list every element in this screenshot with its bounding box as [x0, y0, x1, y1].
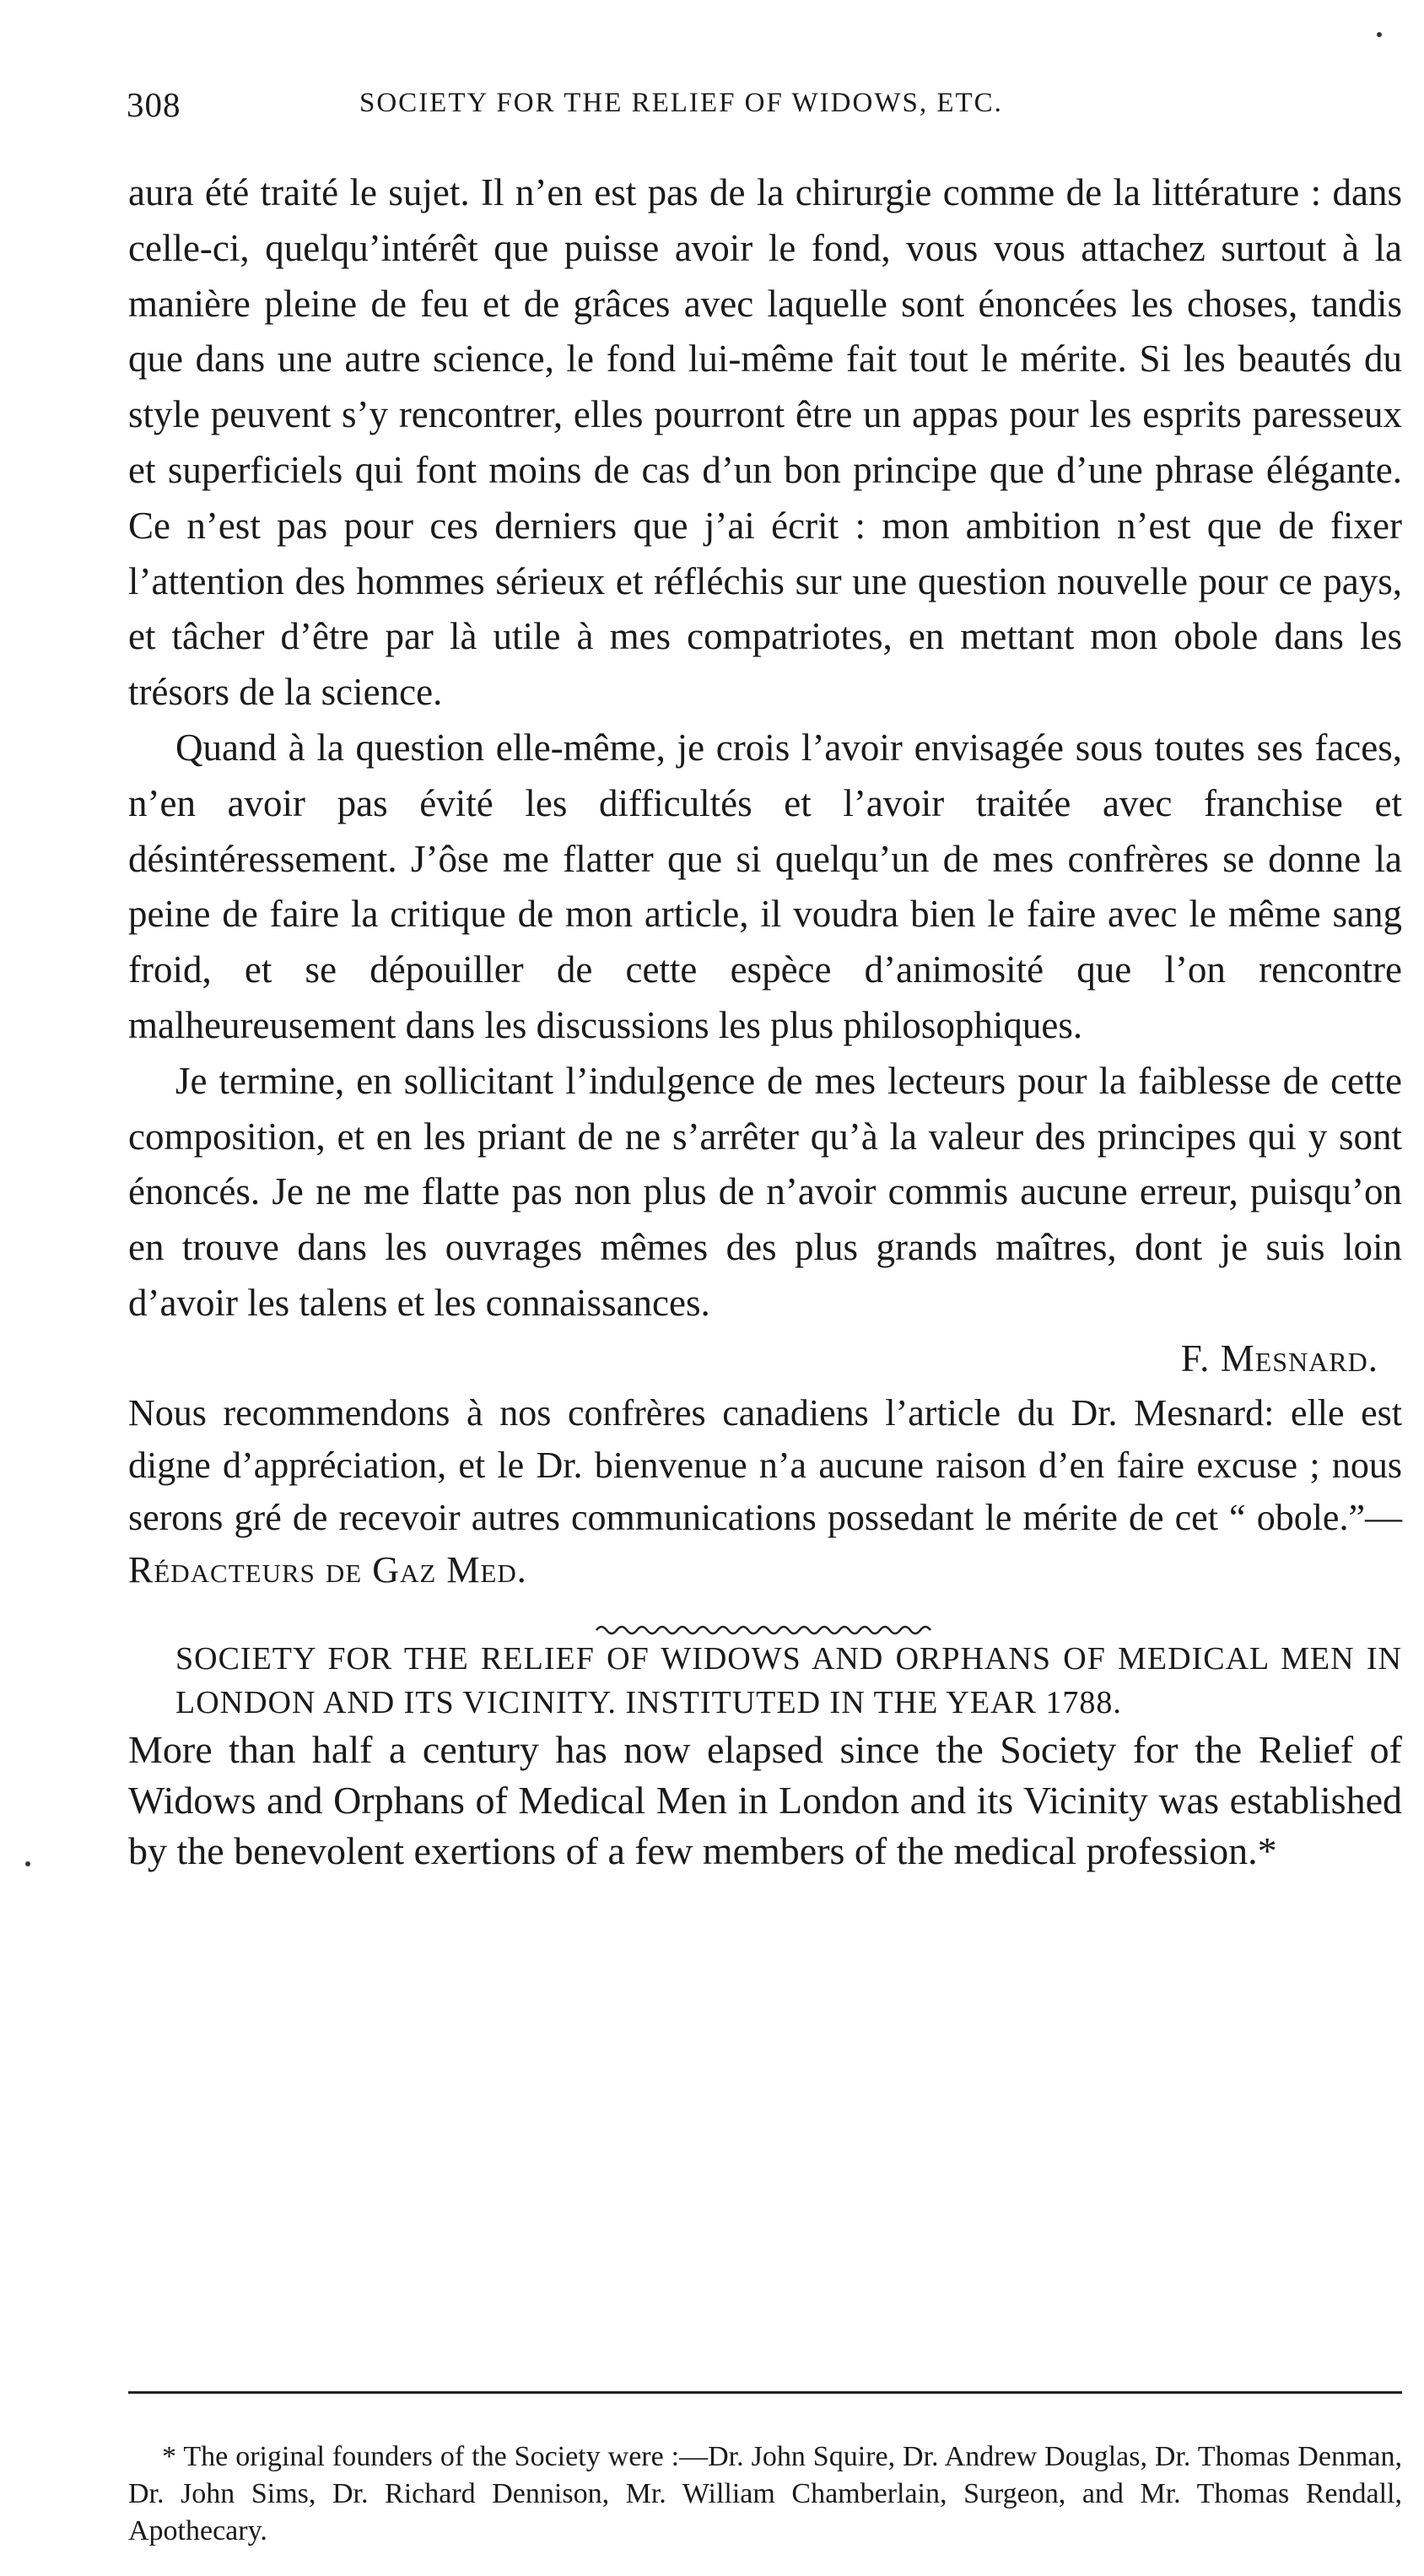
paragraph: Je termine, en sollicitant l’indulgence de mes lecteurs pour la faiblesse de cette composition, et en les priant de ne s’arrêter qu’à la valeur des principes qui y sont énoncés. Je ne me flatte pas non plus de n’avoir commis aucune erreur, puisqu’on en trouve dans les ouvrages mêmes des plus grands maîtres, dont je suis loin d’avoir les talens et les connaissances.: [128, 1059, 1402, 1324]
print-speck: [25, 1861, 30, 1866]
running-title: SOCIETY FOR THE RELIEF OF WIDOWS, ETC.: [359, 88, 1003, 118]
page-body: [128, 165, 1402, 1877]
article-title: SOCIETY FOR THE RELIEF OF WIDOWS AND ORPHANS OF MEDICAL MEN IN LONDON AND ITS VICINITY. INSTITUTED IN THE YEAR 1788.: [175, 1640, 1402, 1720]
section-divider: [128, 1603, 1402, 1628]
footnote: * The original founders of the Society were :—Dr. John Squire, Dr. Andrew Douglas, Dr. Thomas Denman, Dr. John Sims, Dr. Richard Dennison, Mr. William Chamberlain, Surgeon, and Mr. Thomas Rendall, Apothecary.: [128, 2441, 1402, 2546]
page-number: 308: [127, 85, 181, 124]
editors-note: [128, 1387, 1402, 1596]
paragraph-continued: aura été traité le sujet. Il n’en est pas de la chirurgie comme de la littérature : dans celle-ci, quelqu’intérêt que puisse avoir le fond, vous vous attachez surtout à la manière pleine de feu et de grâces avec laquelle sont énoncées les choses, tandis que dans une autre science, le fond lui-même fait tout le mérite. Si les beautés du style peuvent s’y rencontrer, elles pourront être un appas pour les esprits paresseux et superficiels qui font moins de cas d’un bon principe que d’une phrase élégante. Ce n’est pas pour ces derniers que j’ai écrit : mon ambition n’est que de fixer l’attention des hommes sérieux et réfléchis sur une question nouvelle pour ce pays, et tâcher d’être par là utile à mes compatriotes, en mettant mon obole dans les trésors de la science.: [128, 171, 1402, 714]
paragraph: Quand à la question elle-même, je crois l’avoir envisagée sous toutes ses faces, n’en avoir pas évité les difficultés et l’avoir traitée avec franchise et désintéressement. J’ôse me flatter que si quelqu’un de mes confrères se donne la peine de faire la critique de mon article, il voudra bien le faire avec le même sang froid, et se dépouiller de cette espèce d’animosité que l’on rencontre malheureusement dans les discussions les plus philosophiques.: [128, 726, 1402, 1046]
editors-note-text: Nous recommendons à nos confrères canadiens l’article du Dr. Mesnard: elle est digne d’appréciation, et le Dr. bienvenue n’a aucune raison d’en faire excuse ; nous serons gré de recevoir autres communications possedant le mérite de cet “ obole.”—: [128, 1391, 1402, 1538]
author-signature: F. Mesnard.: [1180, 1337, 1378, 1380]
footnote-rule: [128, 2391, 1402, 2394]
print-speck: [1377, 32, 1382, 37]
article-intro: More than half a century has now elapsed since the Society for the Relief of Widows and Orphans of Medical Men in London and its Vicinity was established by the benevolent exertions of a few members of the medical profession.*: [128, 1727, 1402, 1872]
editors-attribution: Rédacteurs de Gaz Med.: [128, 1548, 527, 1590]
